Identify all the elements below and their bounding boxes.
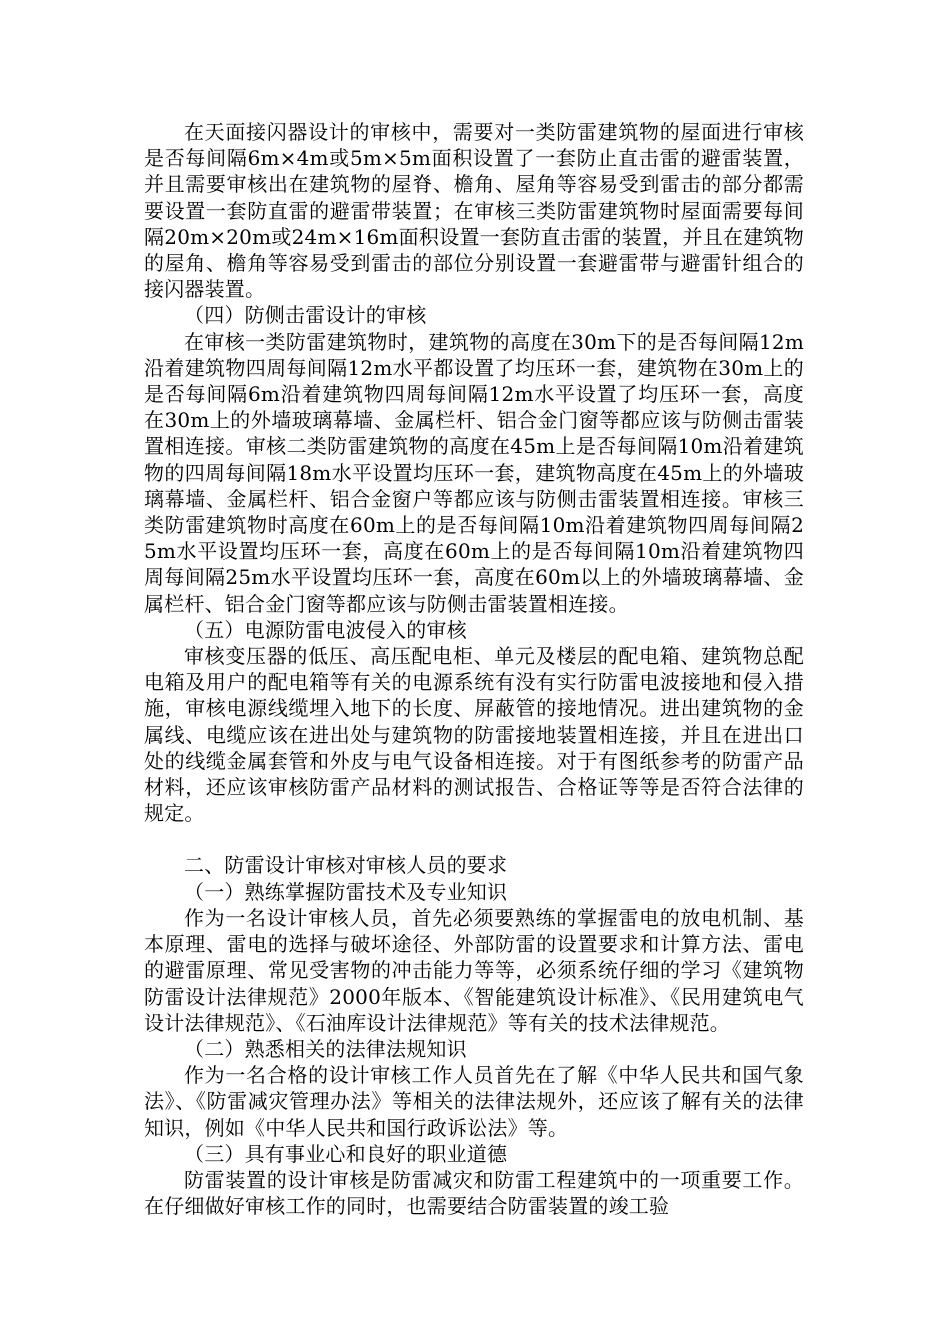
section-title-reviewer-requirements: 二、防雷设计审核对审核人员的要求	[184, 853, 508, 878]
heading-professional-ethics: （三）具有事业心和良好的职业道德	[184, 1141, 508, 1166]
paragraph-technical-knowledge: 作为一名设计审核人员，首先必须要熟练的掌握雷电的放电机制、基本原理、雷电的选择与破坏途径、外部防雷的设置要求和计算方法、雷电的避雷原理、常见受害物的冲击能力等等，必须系统仔细的学习《建筑物防雷设计法律规范》2000年版本、《智能建筑设计标准》、《民用建筑电气设计法律规范》、《石油库设计法律规范》等有关的技术法律规范。	[144, 905, 804, 1035]
paragraph-legal-knowledge: 作为一名合格的设计审核工作人员首先在了解《中华人民共和国气象法》、《防雷减灾管理办法》等相关的法律法规外，还应该了解有关的法律知识，例如《中华人民共和国行政诉讼法》等。	[144, 1063, 804, 1140]
heading-power-surge-review: （五）电源防雷电波侵入的审核	[184, 617, 467, 642]
heading-technical-knowledge: （一）熟练掌握防雷技术及专业知识	[184, 879, 508, 904]
paragraph-professional-ethics: 防雷装置的设计审核是防雷减灾和防雷工程建筑中的一项重要工作。在仔细做好审核工作的同时，也需要结合防雷装置的竣工验	[144, 1167, 804, 1219]
document-body	[144, 119, 804, 1219]
paragraph-side-lightning-review: 在审核一类防雷建筑物时，建筑物的高度在30m下的是否每间隔12m沿着建筑物四周每间隔12m水平都设置了均压环一套，建筑物在30m上的是否每间隔6m沿着建筑物四周每间隔12m水平设置了均压环一套，高度在30m上的外墙玻璃幕墙、金属栏杆、铝合金门窗等都应该与防侧击雷装置相连接。审核二类防雷建筑物的高度在45m上是否每间隔10m沿着建筑物的四周每间隔18m水平设置均压环一套，建筑物高度在45m上的外墙玻璃幕墙、金属栏杆、铝合金窗户等都应该与防侧击雷装置相连接。审核三类防雷建筑物时高度在60m上的是否每间隔10m沿着建筑物四周每间隔25m水平设置均压环一套，高度在60m上的是否每间隔10m沿着建筑物四周每间隔25m水平设置均压环一套，高度在60m以上的外墙玻璃幕墙、金属栏杆、铝合金门窗等都应该与防侧击雷装置相连接。	[144, 329, 804, 616]
paragraph-roof-air-terminal-review: 在天面接闪器设计的审核中，需要对一类防雷建筑物的屋面进行审核是否每间隔6m×4m或5m×5m面积设置了一套防止直击雷的避雷装置，并且需要审核出在建筑物的屋脊、檐角、屋角等容易受到雷击的部分都需要设置一套防直雷的避雷带装置；在审核三类防雷建筑物时屋面需要每间隔20m×20m或24m×16m面积设置一套防直击雷的装置，并且在建筑物的屋角、檐角等容易受到雷击的部位分别设置一套避雷带与避雷针组合的接闪器装置。	[144, 120, 804, 302]
heading-legal-knowledge: （二）熟悉相关的法律法规知识	[184, 1036, 467, 1061]
heading-side-lightning-review: （四）防侧击雷设计的审核	[184, 303, 427, 328]
paragraph-power-surge-review: 审核变压器的低压、高压配电柜、单元及楼层的配电箱、建筑物总配电箱及用户的配电箱等有关的电源系统有没有实行防雷电波接地和侵入措施，审核电源线缆埋入地下的长度、屏蔽管的接地情况。进出建筑物的金属线、电缆应该在进出处与建筑物的防雷接地装置相连接，并且在进出口处的线缆金属套管和外皮与电气设备相连接。对于有图纸参考的防雷产品材料，还应该审核防雷产品材料的测试报告、合格证等等是否符合法律的规定。	[144, 644, 804, 826]
